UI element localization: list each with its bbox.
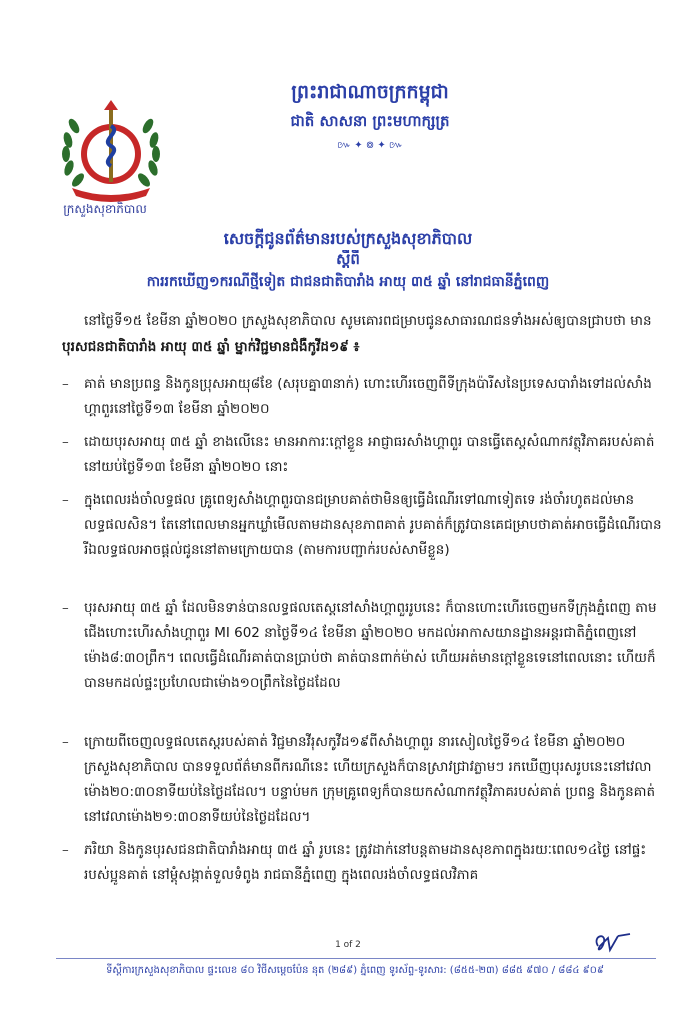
intro-text: នៅថ្ងៃទី១៥ ខែមីនា ឆ្នាំ២០២០ ក្រសួងសុខាភិបាល សូមគោរពជម្រាបជូនសាធារណជនទាំងអស់ឲ្យបានជ្រាបថា មាន — [84, 313, 652, 329]
ministry-name: ក្រសួងសុខាភិបាល — [63, 202, 147, 216]
signature-initials — [588, 928, 638, 956]
list-item-text: ក្រោយពីចេញលទ្ធផលតេស្តរបស់គាត់ វិជ្ជមានវីរុសកូវីដ១៩ពីសាំងហ្គាពួរ នារសៀលថ្ងៃទី១៤ ខែមីនា ឆ្នាំ២០២០ ក្រសួងសុខាភិបាល បានទទួលព័ត៌មានពីករណីនេះ ហើយក្រសួងក៏បានស្រាវជ្រាវភ្លាមៗ រកឃើញបុរសរូបនេះនៅវេលាម៉ោង២០:៣០នាទីយប់នៃថ្ងៃដដែល។ បន្ទាប់មក ក្រុមគ្រូពេទ្យក៏បានយកសំណាកវត្ថុវិភាគរបស់គាត់ ប្រពន្ធ និងកូនគាត់ នៅវេលាម៉ោង២១:៣០នាទីយប់នៃថ្ងៃដដែល។ — [84, 734, 656, 825]
kingdom-heading: ព្រះរាជាណាចក្រកម្ពុជា — [291, 81, 449, 103]
list-item — [62, 372, 662, 430]
ornament-divider: ៚ ✦ ៙ ✦ ៚ — [336, 140, 404, 151]
bullet-dash: – — [62, 434, 69, 450]
list-item-text: ក្នុងពេលរង់ចាំលទ្ធផល គ្រូពេទ្យសាំងហ្គាពួរបានជម្រាបគាត់ថាមិនឲ្យធ្វើដំណើរទៅណាទៀតទេ រង់ចាំរហូតដល់មានលទ្ធផលសិន។ តែនៅពេលមានអ្នកឃ្លាំមើលតាមដានសុខភាពគាត់ រូបគាត់ក៏ត្រូវបានគេជម្រាបថាគាត់អាចធ្វើដំណើរបាន រីឯលទ្ធផលអាចផ្តល់ជូននៅតាមក្រោយបាន (តាមការបញ្ជាក់របស់សាមីខ្លួន) — [84, 492, 662, 558]
list-item — [62, 488, 662, 596]
national-motto: ជាតិ សាសនា ព្រះមហាក្សត្រ — [290, 112, 450, 130]
bullet-dash: – — [62, 376, 69, 392]
ministry-of-health-emblem — [52, 96, 170, 204]
document-title: សេចក្តីជូនព័ត៌មានរបស់ក្រសួងសុខាភិបាល — [223, 229, 473, 248]
bullet-dash: – — [62, 734, 69, 750]
list-item — [62, 730, 662, 838]
list-item — [62, 838, 662, 898]
bullet-dash: – — [62, 600, 69, 616]
page-number: 1 of 2 — [335, 940, 361, 950]
list-item — [62, 430, 662, 488]
document-title-subject-label: ស្តីពី — [336, 250, 360, 268]
bullet-dash: – — [62, 842, 69, 858]
bullet-dash: – — [62, 492, 69, 508]
footer-address: ទីស្តីការក្រសួងសុខាភិបាល ផ្ទះលេខ ៨០ វិថីសម្តេចប៉ែន នុត (២៨៩) ភ្នំពេញ ទូរស័ព្ទ-ទូរសារ: (៨៥៥-២៣) ៨៨៥ ៩៧០ / ៨៨៤ ៩០៩ — [106, 965, 604, 976]
list-item-text: បុរសអាយុ ៣៥ ឆ្នាំ ដែលមិនទាន់បានលទ្ធផលតេស្តនៅសាំងហ្គាពួររូបនេះ ក៏បានហោះហើរចេញមកទីក្រុងភ្នំពេញ តាមជើងហោះហើរសាំងហ្គាពួរ MI 602 នាថ្ងៃទី១៤ ខែមីនា ឆ្នាំ២០២០ មកដល់អាកាសយានដ្ឋានអន្តរជាតិភ្នំពេញនៅម៉ោង៨:៣០ព្រឹក។ ពេលធ្វើដំណើរគាត់បានប្រាប់ថា គាត់បានពាក់ម៉ាស់ ហើយអត់មានក្តៅខ្លួនទេនៅពេលនោះ ហើយក៏បានមកដល់ផ្ទះប្រហែលជាម៉ោង១០ព្រឹកនៃថ្ងៃដដែល — [84, 600, 657, 691]
intro-highlight: បុរសជនជាតិបារាំង អាយុ ៣៥ ឆ្នាំ ម្នាក់វិជ្ជមានជំងឺកូវីដ១៩ ៖ — [62, 339, 360, 355]
case-details-list — [62, 372, 662, 898]
intro-paragraph — [62, 308, 662, 360]
list-item-text: គាត់ មានប្រពន្ធ និងកូនប្រុសអាយុ៨ខែ (សរុបគ្នា៣នាក់) ហោះហើរចេញពីទីក្រុងប៉ារីសនៃប្រទេសបារាំងទៅដល់សាំងហ្គាពួរនៅថ្ងៃទី១៣ ខែមីនា ឆ្នាំ២០២០ — [84, 376, 652, 417]
list-item — [62, 596, 662, 730]
list-item-text: ភរិយា និងកូនបុរសជនជាតិបារាំងអាយុ ៣៥ ឆ្នាំ រូបនេះ ត្រូវដាក់នៅបន្តតាមដានសុខភាពក្នុងរយៈពេល១៤ថ្ងៃ នៅផ្ទះរបស់ប្អូនគាត់ នៅម្តុំសង្កាត់ទួលទំពូង រាជធានីភ្នំពេញ ក្នុងពេលរង់ចាំលទ្ធផលវិភាគ — [84, 842, 647, 883]
list-item-text: ដោយបុរសអាយុ ៣៥ ឆ្នាំ ខាងលើនេះ មានអាការៈក្តៅខ្លួន អាជ្ញាធរសាំងហ្គាពួរ បានធ្វើតេស្តសំណាកវត្ថុវិភាគរបស់គាត់នៅយប់ថ្ងៃទី១៣ ខែមីនា ឆ្នាំ២០២០ នោះ — [84, 434, 655, 475]
document-subject: ការរកឃើញ១ករណីថ្មីទៀត ជាជនជាតិបារាំង អាយុ ៣៥ ឆ្នាំ នៅរាជធានីភ្នំពេញ — [146, 274, 550, 290]
footer-divider — [56, 958, 656, 959]
